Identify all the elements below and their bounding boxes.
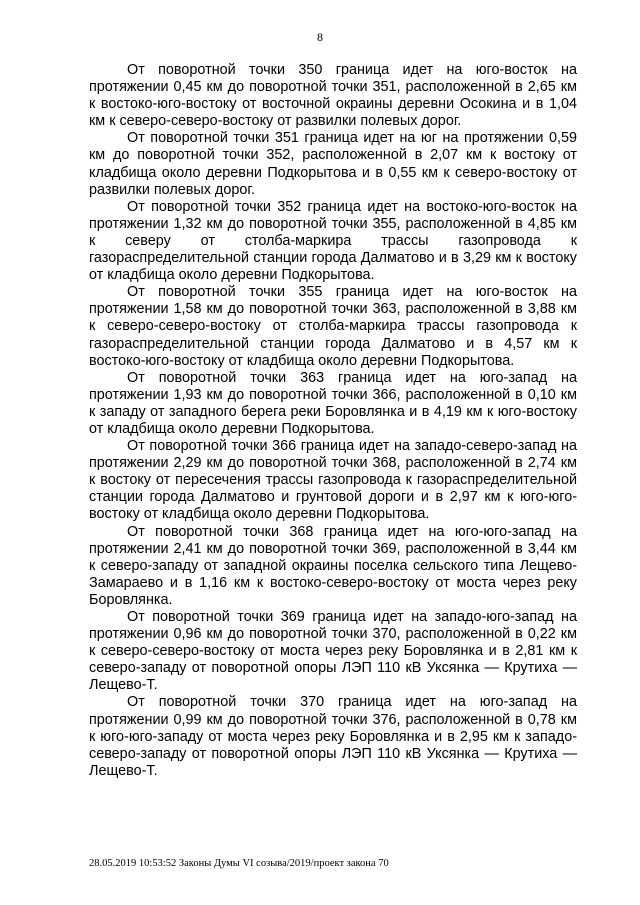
paragraph: От поворотной точки 369 граница идет на западо-юго-запад на протяжении 0,96 км до поворотной точки 370, расположенной в 0,22 км к северо-северо-востоку от моста через реку Боровлянка и в 2,81 км к северо-западу от поворотной опоры ЛЭП 110 кВ Уксянка — Крутиха — Лещево-Т. [89,609,577,694]
paragraph: От поворотной точки 366 граница идет на западо-северо-запад на протяжении 2,29 км до поворотной точки 368, расположенной в 2,74 км к востоку от пересечения трассы газопровода к газораспределительной станции города Далматово и грунтовой дороги и в 2,97 км к юго-юго-востоку от кладбища около деревни Подкорытова. [89,438,577,523]
paragraph: От поворотной точки 352 граница идет на востоко-юго-восток на протяжении 1,32 км до поворотной точки 355, расположенной в 4,85 км к северу от столба-маркира трассы газопровода к газораспределительной станции города Далматово и в 3,29 км к востоку от кладбища около деревни Подкорытова. [89,198,577,284]
paragraph: От поворотной точки 355 граница идет на юго-восток на протяжении 1,58 км до поворотной точки 363, расположенной в 3,88 км к северо-северо-востоку от столба-маркира трассы газопровода к газораспределительной станции города Далматово и в 4,57 км к востоко-юго-востоку от кладбища около деревни Подкорытова. [89,284,577,369]
paragraph: От поворотной точки 350 граница идет на юго-восток на протяжении 0,45 км до поворотной точки 351, расположенной в 2,65 км к востоко-юго-востоку от восточной окраины деревни Осокина и в 1,04 км к северо-северо-востоку от развилки полевых дорог. [89,62,577,130]
paragraph: От поворотной точки 351 граница идет на юг на протяжении 0,59 км до поворотной точки 352, расположенной в 2,07 км к востоку от кладбища около деревни Подкорытова и в 0,55 км к северо-востоку от развилки полевых дорог. [89,130,577,198]
document-footer: 28.05.2019 10:53:52 Законы Думы VI созыва/2019/проект закона 70 [89,858,389,869]
paragraph: От поворотной точки 368 граница идет на юго-юго-запад на протяжении 2,41 км до поворотной точки 369, расположенной в 3,44 км к северо-западу от западной окраины поселка сельского типа Лещево-Замараево и в 1,16 км к востоко-северо-востоку от моста через реку Боровлянка. [89,523,577,608]
page-number: 8 [317,30,323,44]
paragraph: От поворотной точки 370 граница идет на юго-запад на протяжении 0,99 км до поворотной точки 376, расположенной в 0,78 км к юго-юго-западу от моста через реку Боровлянка и в 2,95 км к западо-северо-западу от поворотной опоры ЛЭП 110 кВ Уксянка — Крутиха — Лещево-Т. [89,694,577,779]
document-body [89,62,577,780]
paragraph: От поворотной точки 363 граница идет на юго-запад на протяжении 1,93 км до поворотной точки 366, расположенной в 0,10 км к западу от западного берега реки Боровлянка и в 4,19 км к юго-востоку от кладбища около деревни Подкорытова. [89,369,577,437]
